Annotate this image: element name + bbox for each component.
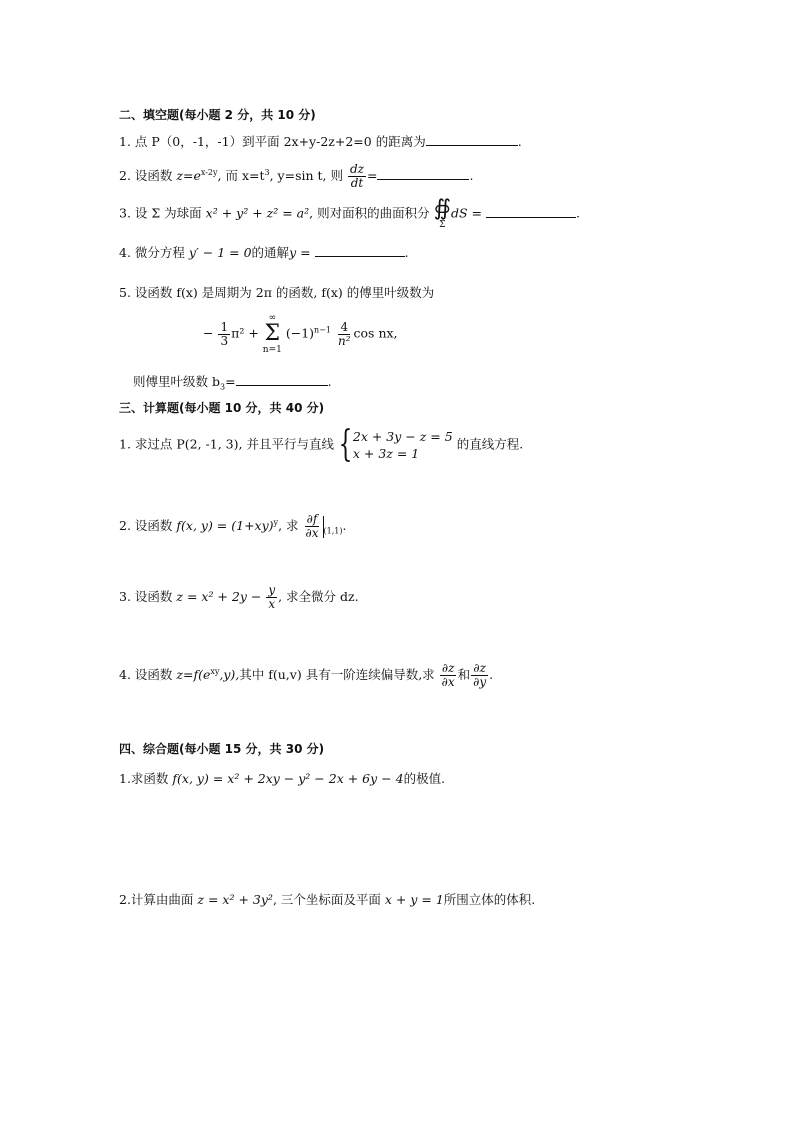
fill-question-2: 2. 设函数 $z=e^{x-2y}$, 而 $x=t^3$, y=sin t, 则 $\frac{dz}{dt}$ = . xyxy=(119,162,474,190)
fill-question-3: 3. 设 Σ 为球面 x² + y² + z² = a², 则对面积的曲面积分 ∯ Σ dS = . xyxy=(119,196,580,230)
comp-question-2: 2.计算由曲面 z = x² + 3y², 三个坐标面及平面 x + y = 1所围立体的体积. xyxy=(119,892,536,907)
answer-blank[interactable] xyxy=(426,133,518,146)
answer-blank[interactable] xyxy=(377,167,469,180)
section2-heading: 二、填空题(每小题 2 分，共 10 分) xyxy=(119,108,316,122)
comp-question-1: 1.求函数 f(x, y) = x² + 2xy − y² − 2x + 6y − 4的极值. xyxy=(119,771,446,786)
surface-integral-sign: ∯ Σ xyxy=(433,196,451,230)
fill-question-5-line1: 5. 设函数 f(x) 是周期为 2π 的函数, f(x) 的傅里叶级数为 xyxy=(119,285,435,300)
answer-blank[interactable] xyxy=(315,244,405,257)
answer-blank[interactable] xyxy=(486,205,576,218)
calc-question-4: 4. 设函数 $z=f(e^{xy},y)$,其中 f(u,v) 具有一阶连续偏导数,求 $\frac{\partial z}{\partial x}$ 和 $\frac{\partial z}{\partial y}$ . xyxy=(119,661,494,689)
section3-heading: 三、计算题(每小题 10 分，共 40 分) xyxy=(119,401,325,415)
brace-icon: { xyxy=(338,424,353,465)
fill-question-1: 1. 点 P（0，-1，-1）到平面 2x+y-2z+2=0 的距离为 . xyxy=(119,134,522,149)
calc-question-1: 1. 求过点 P(2, -1, 3), 并且平行与直线 { 2x + 3y − z = 5 x + 3z = 1 的直线方程. xyxy=(119,424,524,465)
calc-question-2: 2. 设函数 f(x, $y) = (1+xy)^y$, 求 $\frac{\partial f}{\partial x}$ $_{(1,1)}$. xyxy=(119,512,347,540)
q1-text: 1. 点 P（0，-1，-1）到平面 2x+y-2z+2=0 的距离为 xyxy=(119,134,426,149)
fill-question-4: 4. 微分方程 y′ − 1 = 0的通解y = . xyxy=(119,245,409,260)
calc-question-3: 3. 设函数 z = x² + 2y − $\frac{y}{x}$ , 求全微分 dz. xyxy=(119,583,359,611)
section4-heading: 四、综合题(每小题 15 分，共 30 分) xyxy=(119,742,325,756)
fill-question-5-line3: 则傅里叶级数 $b_3=$ . xyxy=(133,374,332,392)
answer-blank[interactable] xyxy=(236,373,328,386)
summation-sign: ∞ Σ n=1 xyxy=(262,313,282,355)
dz-dt-fraction: $\frac{dz}{dt}$ xyxy=(349,162,364,190)
fourier-series-formula: − $\frac{1}{3}$ π² + ∞ Σ n=1 $(-1)^{n-1}$ $\frac{4}{\text{n²}}$ cos nx, xyxy=(203,313,398,355)
